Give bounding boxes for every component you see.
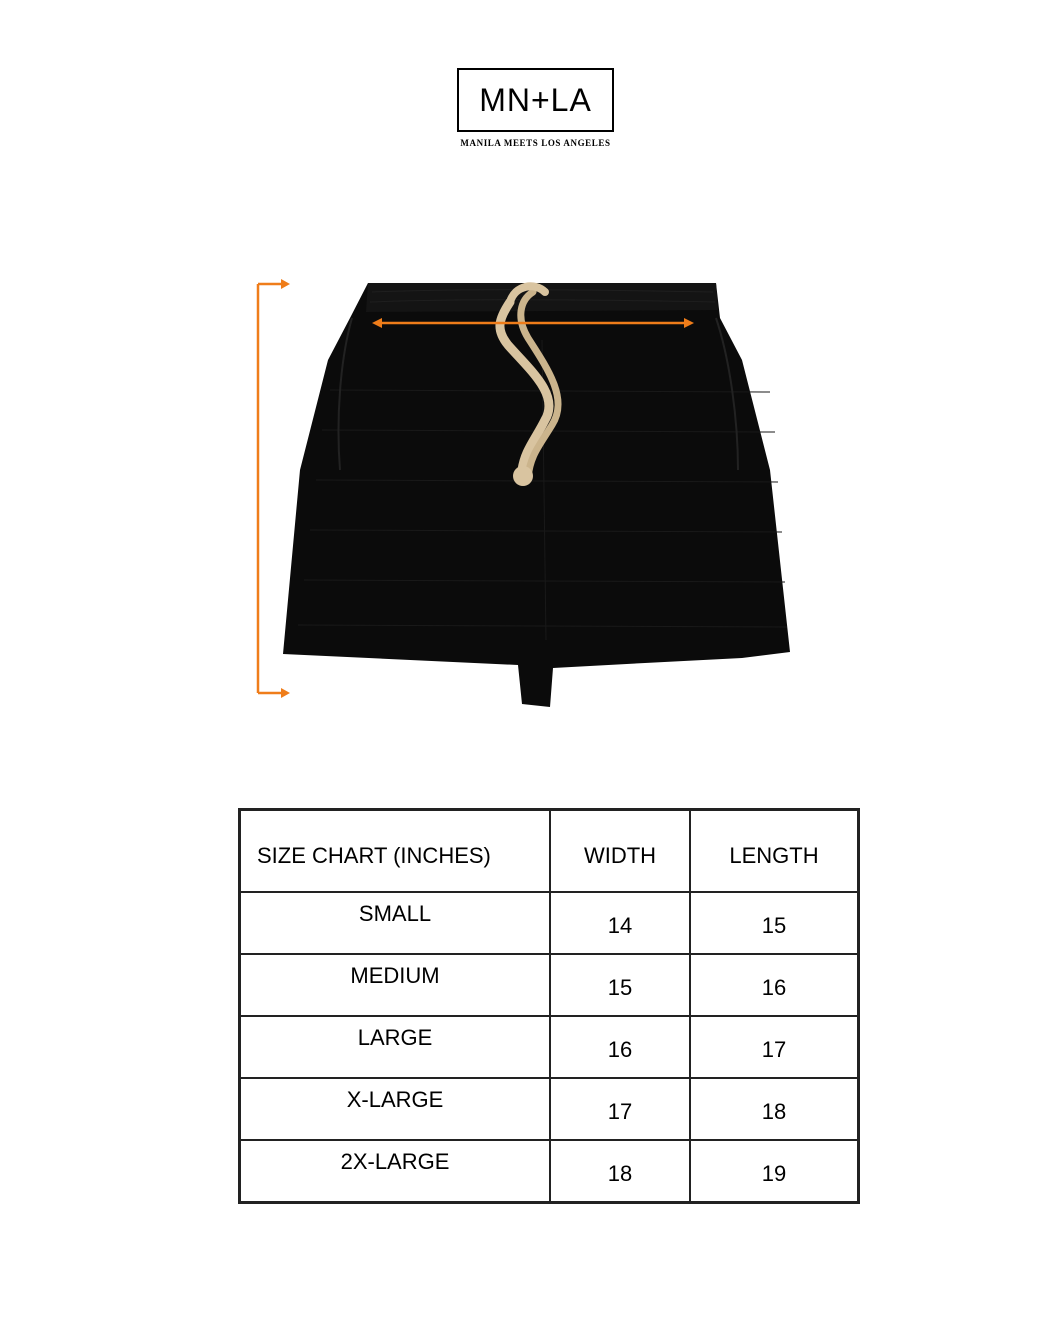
width-cell: 15 — [550, 954, 690, 1016]
table-row — [240, 1140, 859, 1203]
header-size-chart: SIZE CHART (INCHES) — [240, 810, 551, 893]
table-row — [240, 892, 859, 954]
table-row — [240, 1078, 859, 1140]
table-row — [240, 1016, 859, 1078]
table-row — [240, 954, 859, 1016]
logo-text: MN+LA — [479, 81, 592, 118]
width-cell: 14 — [550, 892, 690, 954]
width-cell: 18 — [550, 1140, 690, 1203]
drawstring-knot — [513, 466, 533, 486]
length-cell: 19 — [690, 1140, 859, 1203]
size-cell: 2X-LARGE — [240, 1140, 551, 1203]
size-cell: LARGE — [240, 1016, 551, 1078]
table-header-row — [240, 810, 859, 893]
size-chart-table — [238, 808, 860, 1204]
header-length: LENGTH — [690, 810, 859, 893]
brand-tagline: MANILA MEETS LOS ANGELES — [460, 138, 611, 148]
width-cell: 17 — [550, 1078, 690, 1140]
length-cell: 17 — [690, 1016, 859, 1078]
size-cell: MEDIUM — [240, 954, 551, 1016]
length-cell: 16 — [690, 954, 859, 1016]
size-cell: X-LARGE — [240, 1078, 551, 1140]
width-cell: 16 — [550, 1016, 690, 1078]
size-cell: SMALL — [240, 892, 551, 954]
length-cell: 18 — [690, 1078, 859, 1140]
header-width: WIDTH — [550, 810, 690, 893]
length-cell: 15 — [690, 892, 859, 954]
